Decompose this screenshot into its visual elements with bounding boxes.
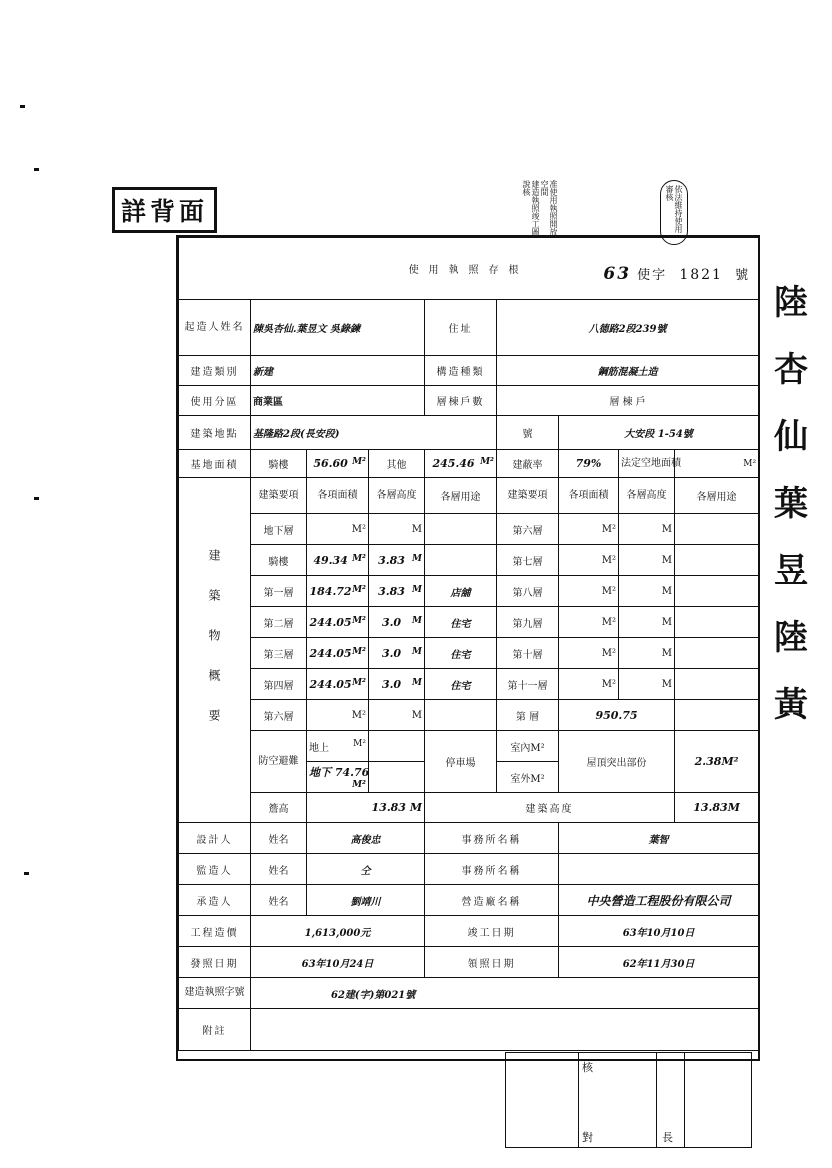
remark-row: 附註 <box>179 1009 759 1051</box>
structure-value: 鋼筋混凝土造 <box>497 356 759 386</box>
scan-mark <box>20 105 25 108</box>
permit-row: 建造執照字號 62建(字)第021號 <box>179 978 759 1009</box>
side-note-2: 准使用執照開放空間 <box>540 180 558 236</box>
eave-row: 簷高 13.83 M 建築高度 13.83M <box>179 793 759 823</box>
coverage-label: 建蔽率 <box>497 450 559 478</box>
address-value: 八德路2段239號 <box>497 300 759 356</box>
site-label: 建築地點 <box>179 416 251 450</box>
building-summary-label: 建築物概要 <box>179 478 251 823</box>
designer-row: 設計人 姓名 高俊忠 事務所名稱 葉智 <box>179 823 759 854</box>
zone-value: 商業區 <box>251 386 425 416</box>
margin-text: 陸 杏 仙 葉 昱 陸 黃 <box>774 283 808 725</box>
items-header: 建築要項 <box>251 478 307 514</box>
floors-label: 層棟戶數 <box>425 386 497 416</box>
coverage-value: 79% <box>559 450 619 478</box>
contractor-row: 承造人 姓名 劉靖川 營造廠名稱 中央營造工程股份有限公司 <box>179 885 759 916</box>
shelter-above-row: 防空避難 地上 M² 停車場 室內M² 屋頂突出部份 2.38M² <box>179 731 759 762</box>
floor-row: 騎樓 49.34 M² 3.83 M 第七層 M² M <box>179 545 759 576</box>
supervisor-row: 監造人 姓名 仝 事務所名稱 <box>179 854 759 885</box>
scan-mark <box>24 872 29 875</box>
builder-label: 起造人姓名 <box>179 300 251 356</box>
license-word: 使字 <box>637 268 668 283</box>
builder-value: 陳吳杏仙.葉昱文 吳錄鍊 <box>251 300 425 356</box>
side-note-circle: 依法維持使用審核 <box>660 180 688 245</box>
area-label: 基地面積 <box>179 450 251 478</box>
floors-value: 層 棟 戶 <box>497 386 759 416</box>
lot-value: 大安段 1-54號 <box>559 416 759 450</box>
height-header-right: 各層高度 <box>619 478 675 514</box>
license-number: 1821 <box>679 267 723 283</box>
signoff-box: 核 對 長 <box>505 1052 752 1148</box>
form-title: 使用執照存根 63 使字 1821 號 <box>179 238 759 300</box>
other-area: 245.46 M² <box>425 450 497 478</box>
arcade-label: 騎樓 <box>251 450 307 478</box>
lot-suffix: 號 <box>497 416 559 450</box>
height-header: 各層高度 <box>369 478 425 514</box>
floor-row: 第二層 244.05 M² 3.0 M 住宅 第九層 M² M <box>179 607 759 638</box>
detail-back-stamp: 詳背面 <box>112 187 217 233</box>
use-header-right: 各層用途 <box>675 478 759 514</box>
issue-row: 發照日期 63年10月24日 領照日期 62年11月30日 <box>179 947 759 978</box>
usage-license-stub-form <box>176 235 760 1061</box>
shelter-below-row: 地下 74.76 M² 室外M² <box>179 762 759 793</box>
arcade-area: 56.60 M² <box>307 450 369 478</box>
other-label: 其他 <box>369 450 425 478</box>
use-header: 各層用途 <box>425 478 497 514</box>
items-header-right: 建築要項 <box>497 478 559 514</box>
each-area-header: 各項面積 <box>307 478 369 514</box>
category-label: 建造類別 <box>179 356 251 386</box>
scan-mark <box>34 497 39 500</box>
license-prefix: 63 <box>603 264 632 284</box>
side-note-1: 建造執照竣工圖說核 <box>522 180 540 236</box>
floor-row: 第六層 M² M 第 層 950.75 <box>179 700 759 731</box>
floor-row: 第三層 244.05 M² 3.0 M 住宅 第十層 M² M <box>179 638 759 669</box>
cost-row: 工程造價 1,613,000元 竣工日期 63年10月10日 <box>179 916 759 947</box>
open-space-label: 法定空地面積 <box>619 450 675 478</box>
floor-row: 地下層 M² M 第六層 M² M <box>179 514 759 545</box>
category-value: 新建 <box>251 356 425 386</box>
structure-label: 構造種類 <box>425 356 497 386</box>
site-value: 基隆路2段(長安段) <box>251 416 497 450</box>
floor-row: 第一層 184.72 M² 3.83 M 店舖 第八層 M² M <box>179 576 759 607</box>
address-label: 住址 <box>425 300 497 356</box>
scan-mark <box>34 168 39 171</box>
zone-label: 使用分區 <box>179 386 251 416</box>
open-space-value: M² <box>675 450 759 478</box>
floor-row: 第四層 244.05 M² 3.0 M 住宅 第十一層 M² M <box>179 669 759 700</box>
each-area-header-right: 各項面積 <box>559 478 619 514</box>
